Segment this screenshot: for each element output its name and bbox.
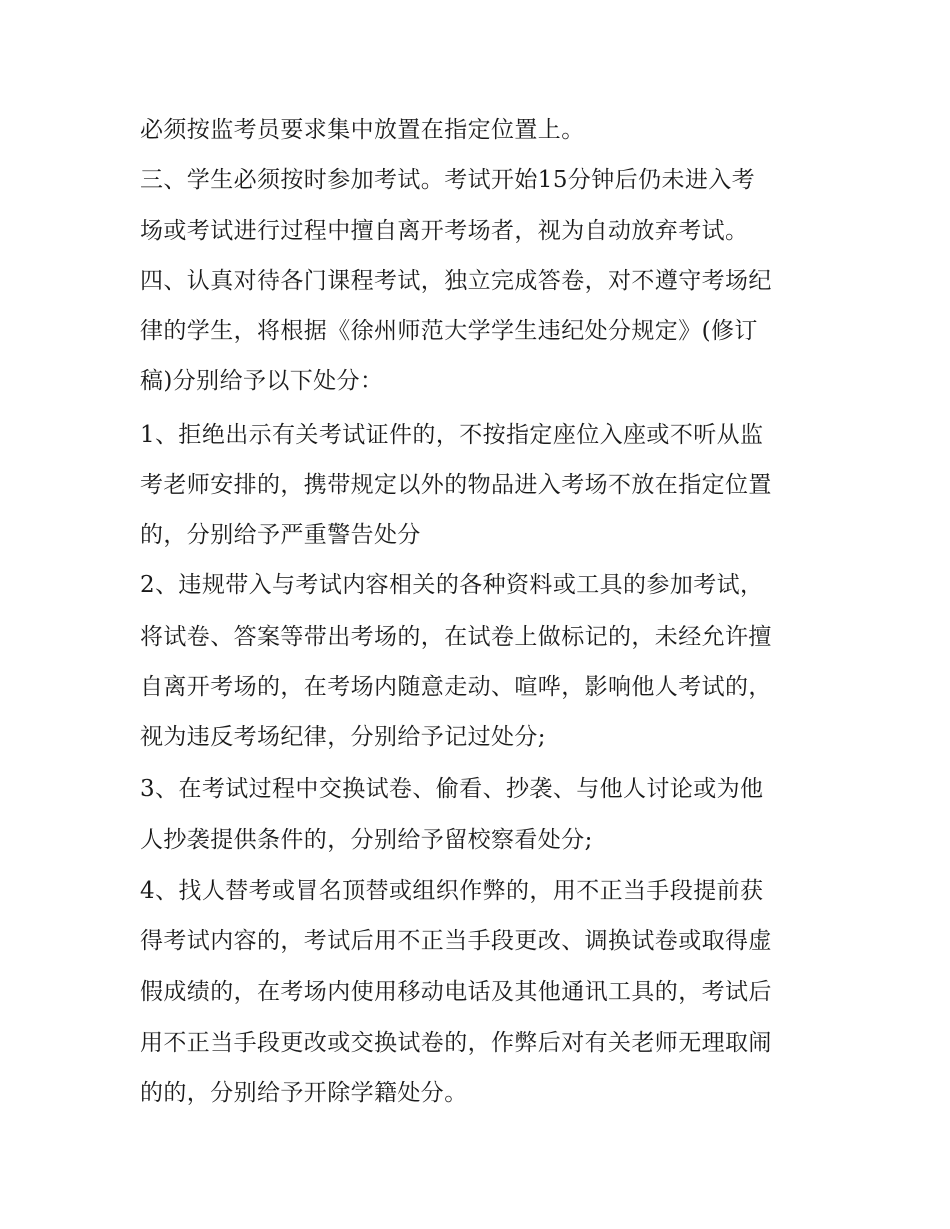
text-line: 3、在考试过程中交换试卷、偷看、抄袭、与他人讨论或为他 <box>140 776 764 802</box>
text-line: 的的，分别给予开除学籍处分。 <box>140 1080 468 1106</box>
text-line: 自离开考场的，在考场内随意走动、喧哗，影响他人考试的， <box>140 674 772 700</box>
text-line: 4、找人替考或冒名顶替或组织作弊的，用不正当手段提前获 <box>140 878 764 904</box>
text-line: 2、违规带入与考试内容相关的各种资料或工具的参加考试， <box>140 572 764 598</box>
text-line: 用不正当手段更改或交换试卷的，作弊后对有关老师无理取闹 <box>140 1030 772 1056</box>
text-line: 1、拒绝出示有关考试证件的，不按指定座位入座或不听从监 <box>140 422 764 448</box>
text-line: 假成绩的，在考场内使用移动电话及其他通讯工具的，考试后 <box>140 979 772 1005</box>
text-line: 考老师安排的，携带规定以外的物品进入考场不放在指定位置 <box>140 472 772 498</box>
text-line: 将试卷、答案等带出考场的，在试卷上做标记的，未经允许擅 <box>140 624 772 650</box>
text-line: 必须按监考员要求集中放置在指定位置上。 <box>140 117 585 143</box>
text-line: 三、学生必须按时参加考试。考试开始15分钟后仍未进入考 <box>140 167 756 193</box>
text-line: 人抄袭提供条件的，分别给予留校察看处分; <box>140 827 593 853</box>
text-line: 律的学生，将根据《徐州师范大学学生违纪处分规定》(修订 <box>140 318 758 344</box>
text-line: 视为违反考场纪律，分别给予记过处分; <box>140 724 546 750</box>
text-line: 场或考试进行过程中擅自离开考场者，视为自动放弃考试。 <box>140 218 749 244</box>
text-line: 的，分别给予严重警告处分 <box>140 522 421 548</box>
text-line: 稿)分别给予以下处分： <box>140 368 384 394</box>
text-line: 得考试内容的，考试后用不正当手段更改、调换试卷或取得虚 <box>140 928 772 954</box>
text-line: 四、认真对待各门课程考试，独立完成答卷，对不遵守考场纪 <box>140 268 772 294</box>
